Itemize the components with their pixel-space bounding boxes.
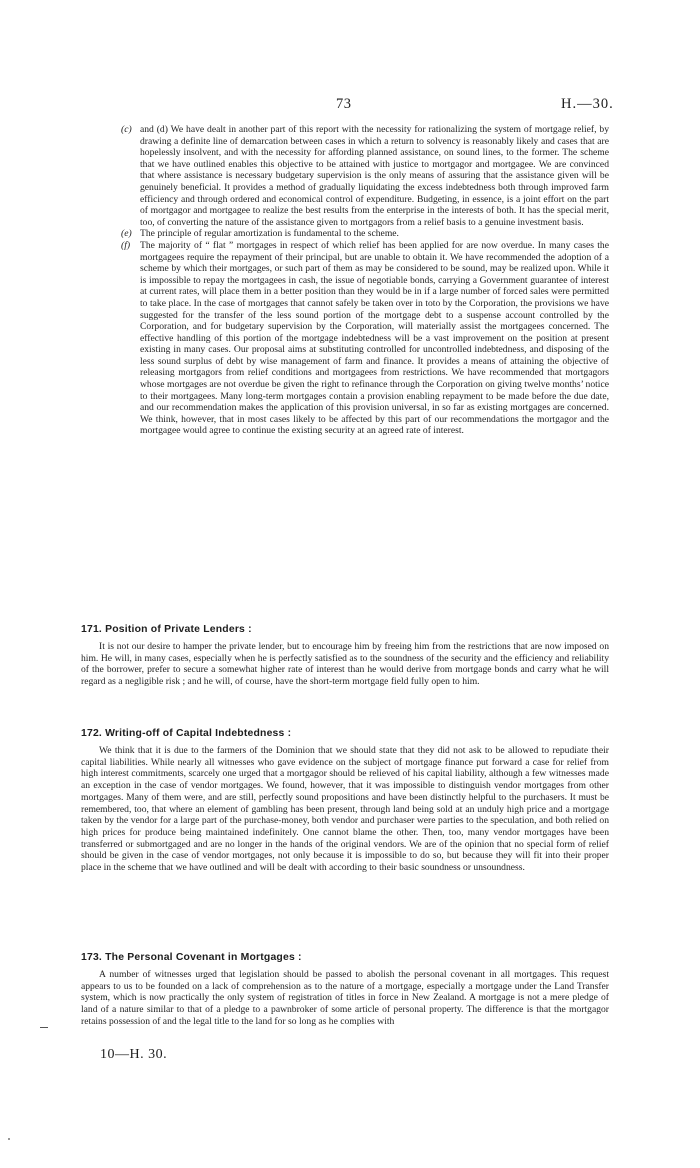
footer-signature: 10—H. 30. [100, 1047, 168, 1062]
lettered-items [121, 124, 609, 437]
section-heading: 172. Writing-off of Capital Indebtedness : [81, 728, 292, 739]
section-heading: 171. Position of Private Lenders : [81, 624, 252, 635]
item-text: The majority of “ flat ” mortgages in respect of which relief has been applied for are now overdue. In many cases the mortgagees require the repayment of their principal, but are unable to obtain it. We have recommended the adoption of a scheme by which their mortgages, or such part of them as may be considered to be sound, may be realized upon. While it is impossible to repay the mortgagees in cash, the issue of negotiable bonds, carrying a Government guarantee of interest at current rates, will place them in a better position than they would be in if a large number of forced sales were permitted to take place. In the case of mortgages that cannot safely be taken over in toto by the Corporation, the provisions we have suggested for the transfer of the less sound portion of the mortgage debt to a suspense account controlled by the Corporation, and for budgetary supervision by the Corporation, will materially assist the mortgagees concerned. The effective handling of this portion of the mortgage indebtedness will be a vast improvement on the position at present existing in many cases. Our proposal aims at substituting controlled for uncontrolled indebtedness, and disposing of the less sound surplus of debt by wise management of farm and finance. It provides a means of attaining the objective of releasing mortgagors from relief conditions and mortgagees from restrictions. We have recommended that mortgagors whose mortgages are not overdue be given the right to refinance through the Corporation on giving twelve months’ notice to their mortgagees. Many long-term mortgages contain a provision enabling repayment to be made before the due date, and our recommendation makes the application of this provision universal, in so far as existing mortgages are concerned. We think, however, that in most cases likely to be affected by this part of our recommendations the mortgagor and the mortgagee would agree to continue the existing security at an agreed rate of interest. [140, 239, 609, 437]
section-paragraph: A number of witnesses urged that legislation should be passed to abolish the personal covenant in all mortgages. This request appears to us to be founded on a lack of comprehension as to the nature of a mortgage, especially a mortgage under the Land Transfer system, which is now practically the only system of registration of titles in force in New Zealand. A mortgage is not a mere pledge of land of a nature similar to that of a pledge to a pawnbroker of some article of personal property. The difference is that the mortgagor retains possession of and the legal title to the land for so long as he complies with [81, 969, 609, 1027]
list-item [121, 228, 609, 240]
list-item [121, 124, 609, 228]
item-label: (f) [121, 239, 131, 251]
item-label: (e) [121, 228, 132, 240]
item-text: and (d) We have dealt in another part of this report with the necessity for rationalizing the system of mortgage relief, by drawing a definite line of demarcation between cases in which a return to solvency is reasonably likely and cases that are hopelessly insolvent, and with the necessity for affording planned assistance, on sound lines, to the former. The scheme that we have outlined enables this objective to be attained with justice to mortgagor and mortgagee. We are convinced that where assistance is necessary budgetary supervision is the only means of assuring that the assistance given will be genuinely beneficial. It provides a method of gradually liquidating the excess indebtedness both through improved farm efficiency and through ordered and economical control of expenditure. Budgeting, in essence, is a joint effort on the part of mortgagor and mortgagee to realize the best results from the enterprise in the interests of both. It has the special merit, too, of converting the nature of the assistance given to mortgagors from a relief basis to a genuine investment basis. [140, 124, 609, 228]
page-number: 73 [336, 96, 352, 112]
document-reference: H.—30. [561, 96, 614, 112]
margin-dot [8, 1138, 10, 1140]
item-text: The principle of regular amortization is fundamental to the scheme. [140, 228, 399, 240]
section-heading: 173. The Personal Covenant in Mortgages : [81, 952, 302, 963]
item-label: (c) [121, 124, 132, 135]
section-paragraph: We think that it is due to the farmers of the Dominion that we should state that they did not ask to be allowed to repudiate their capital liabilities. While nearly all witnesses who gave evidence on the subject of mortgage finance put forward a case for relief from high interest commitments, scarcely one urged that a mortgagor should be relieved of his capital liability, although a few witnesses made an exception in the case of vendor mortgages. We found, however, that it was impossible to distinguish vendor mortgages from other mortgages. Many of them were, and are still, perfectly sound propositions and have been distinctly helpful to the purchasers. It must be remembered, too, that where an element of gambling has been present, through land being sold at an unduly high price and a mortgage taken by the vendor for a large part of the purchase-money, both vendor and purchaser were parties to the speculation, and both relied on high prices for produce being maintained indefinitely. One cannot blame the other. Then, too, many vendor mortgages have been transferred or submortgaged and are no longer in the hands of the original vendors. We are of the opinion that no special form of relief should be given in the case of vendor mortgages, not only because it is impossible to do so, but because they will fit into their proper place in the scheme that we have outlined and will be dealt with according to their basic soundness or unsoundness. [81, 745, 609, 874]
margin-mark [40, 1027, 48, 1028]
list-item [121, 240, 609, 437]
section-paragraph: It is not our desire to hamper the private lender, but to encourage him by freeing him from the restrictions that are now imposed on him. He will, in many cases, especially when he is perfectly satisfied as to the soundness of the security and the efficiency and reliability of the borrower, prefer to secure a somewhat higher rate of interest than he would derive from mortgage bonds and carry what he will regard as a negligible risk ; and he will, of course, have the short-term mortgage field fully open to him. [81, 641, 609, 688]
